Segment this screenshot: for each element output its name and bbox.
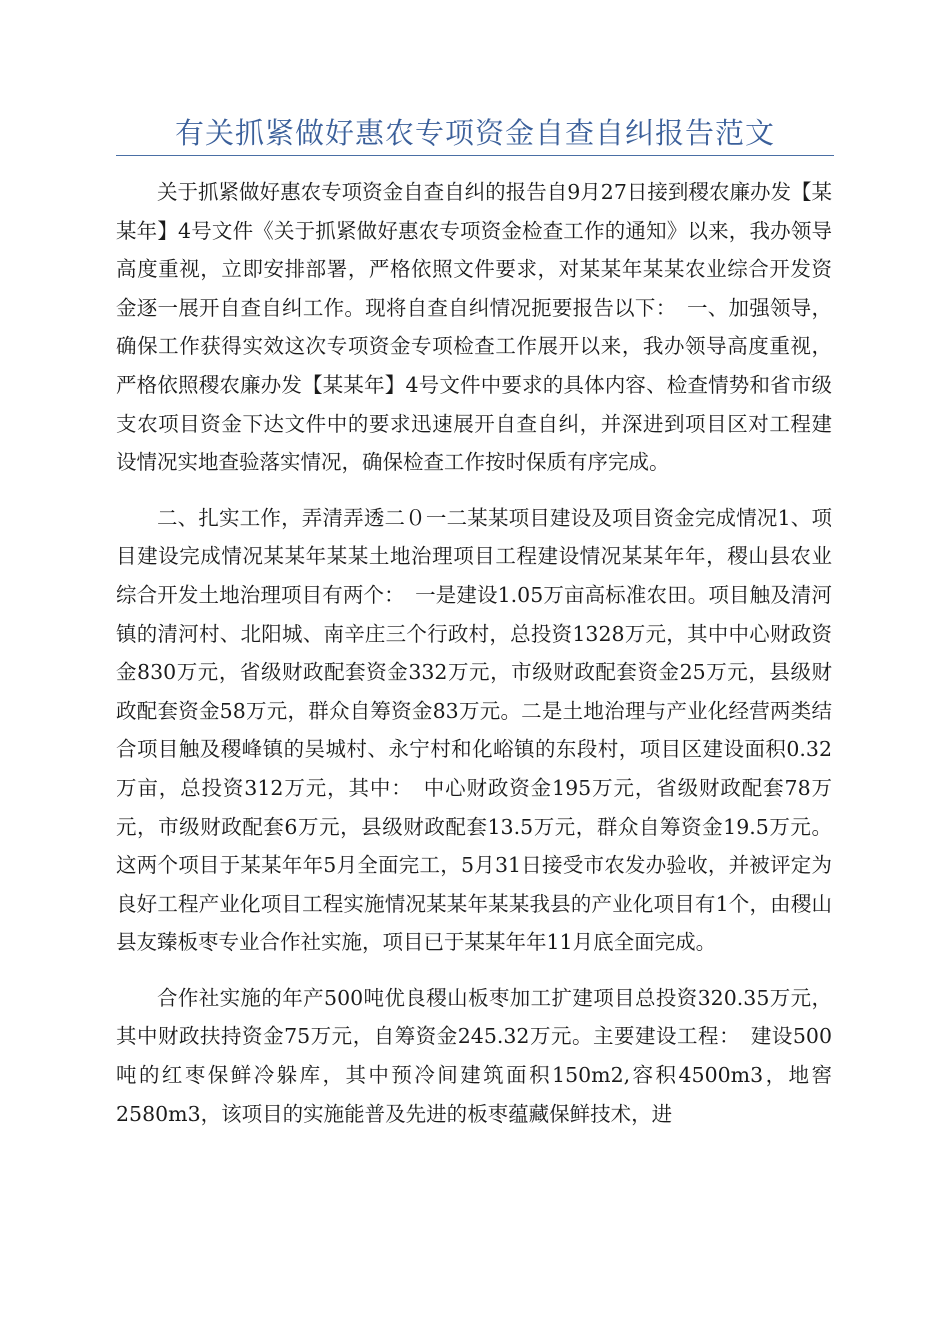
paragraph-1: 关于抓紧做好惠农专项资金自查自纠的报告自9月27日接到稷农廉办发【某某年】4号文件《关于抓紧做好惠农专项资金检查工作的通知》以来，我办领导高度重视，立即安排部署，严格依照文件要求，对某某年某某农业综合开发资金逐一展开自查自纠工作。现将自查自纠情况扼要报告以下： 一、加强领导，确保工作获得实效这次专项资金专项检查工作展开以来，我办领导高度重视，严格依照稷农廉办发【某某年】4号文件中要求的具体内容、检查情势和省市级支农项目资金下达文件中的要求迅速展开自查自纠，并深进到项目区对工程建设情况实地查验落实情况，确保检查工作按时保质有序完成。 [116,180,832,475]
paragraph-3: 合作社实施的年产500吨优良稷山板枣加工扩建项目总投资320.35万元，其中财政扶持资金75万元，自筹资金245.32万元。主要建设工程： 建设500吨的红枣保鲜冷躲库，其中预冷间建筑面积150m2,容积4500m3，地窖2580m3，该项目的实施能普及先进的板枣蕴藏保鲜技术，进 [116,985,832,1126]
paragraph-2: 二、扎实工作，弄清弄透二０一二某某项目建设及项目资金完成情况1、项目建设完成情况某某年某某土地治理项目工程建设情况某某年年，稷山县农业综合开发土地治理项目有两个： 一是建设1.05万亩高标准农田。项目触及清河镇的清河村、北阳城、南辛庄三个行政村，总投资1328万元，其中中心财政资金830万元，省级财政配套资金332万元，市级财政配套资金25万元，县级财政配套资金58万元，群众自筹资金83万元。二是土地治理与产业化经营两类结合项目触及稷峰镇的吴城村、永宁村和化峪镇的东段村，项目区建设面积0.32万亩，总投资312万元，其中： 中心财政资金195万元，省级财政配套78万元，市级财政配套6万元，县级财政配套13.5万元，群众自筹资金19.5万元。这两个项目于某某年年5月全面完工，5月31日接受市农发办验收，并被评定为良好工程产业化项目工程实施情况某某年某某我县的产业化项目有1个，由稷山县友臻板枣专业合作社实施，项目已于某某年年11月底全面完成。 [116,505,832,955]
document-title: 有关抓紧做好惠农专项资金自查自纠报告范文 [174,116,775,150]
document-body [116,173,832,1150]
title-underline [116,155,834,156]
